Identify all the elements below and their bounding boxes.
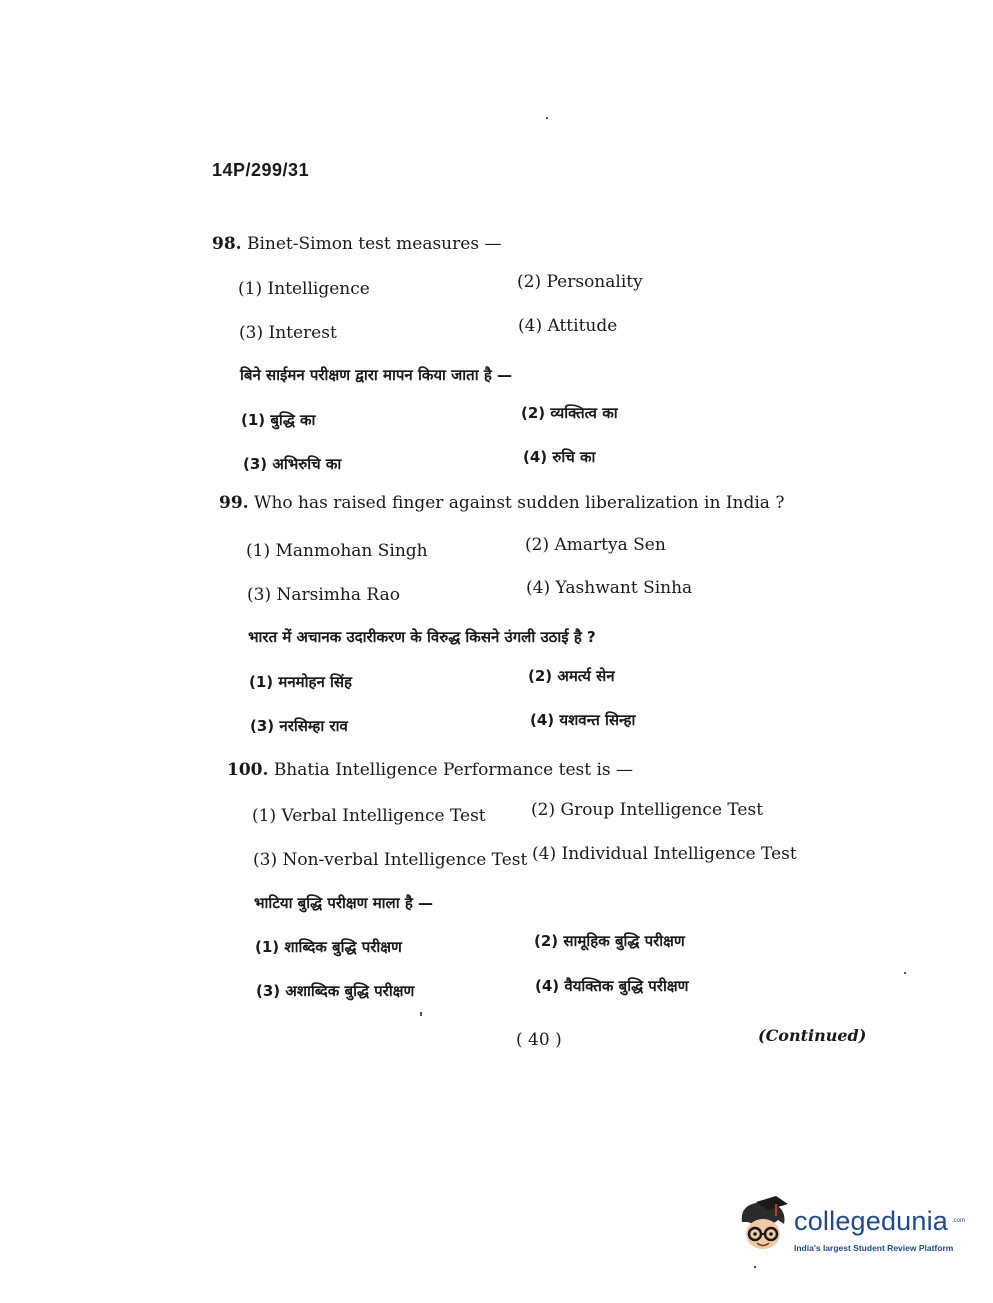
option-en: (4) Yashwant Sinha <box>526 578 693 598</box>
scan-speck <box>420 1012 422 1016</box>
option-en: (1) Intelligence <box>238 279 370 299</box>
student-mascot-icon <box>736 1196 792 1256</box>
question-99 <box>219 493 784 513</box>
question-98 <box>212 234 501 254</box>
question-number: 100. <box>227 760 269 780</box>
option-en: (2) Personality <box>517 272 643 292</box>
scan-speck <box>546 117 548 119</box>
paper-code: 14P/299/31 <box>212 160 310 180</box>
option-hi: (3) अशाब्दिक बुद्धि परीक्षण <box>256 982 415 1000</box>
option-hi: (1) बुद्धि का <box>241 411 316 429</box>
option-en: (3) Interest <box>239 323 337 343</box>
option-en: (2) Amartya Sen <box>525 535 666 555</box>
option-en: (4) Attitude <box>518 316 618 336</box>
question-text-hi: भारत में अचानक उदारीकरण के विरुद्ध किसने उंगली उठाई है ? <box>248 628 596 646</box>
question-number: 98. <box>212 234 242 254</box>
option-hi: (4) रुचि का <box>523 448 596 466</box>
option-hi: (3) अभिरुचि का <box>243 455 342 473</box>
option-hi: (4) वैयक्तिक बुद्धि परीक्षण <box>535 977 689 995</box>
option-hi: (1) मनमोहन सिंह <box>249 673 353 691</box>
option-hi: (1) शाब्दिक बुद्धि परीक्षण <box>255 938 402 956</box>
question-text-hi: बिने साईमन परीक्षण द्वारा मापन किया जाता है — <box>240 366 513 384</box>
brand-name: collegedunia <box>794 1206 949 1236</box>
question-number: 99. <box>219 493 249 513</box>
option-en: (3) Non-verbal Intelligence Test <box>253 850 528 870</box>
question-text-en: Binet-Simon test measures — <box>246 234 502 254</box>
scan-speck <box>904 972 906 974</box>
page-number: ( 40 ) <box>516 1030 562 1050</box>
option-hi: (4) यशवन्त सिन्हा <box>530 711 636 729</box>
scan-speck <box>754 1266 756 1268</box>
option-hi: (2) सामूहिक बुद्धि परीक्षण <box>534 932 685 950</box>
brand-suffix: .com <box>952 1218 966 1224</box>
brand-tagline: India's largest Student Review Platform <box>794 1243 954 1253</box>
option-hi: (3) नरसिम्हा राव <box>250 717 348 735</box>
option-en: (1) Verbal Intelligence Test <box>252 806 486 826</box>
option-en: (4) Individual Intelligence Test <box>532 844 797 864</box>
option-hi: (2) व्यक्तित्व का <box>521 404 618 422</box>
question-text-en: Bhatia Intelligence Performance test is — <box>273 760 634 780</box>
question-100 <box>227 760 633 780</box>
option-en: (2) Group Intelligence Test <box>531 800 764 820</box>
option-en: (1) Manmohan Singh <box>246 541 428 561</box>
question-text-hi: भाटिया बुद्धि परीक्षण माला है — <box>254 894 434 912</box>
question-text-en: Who has raised finger against sudden liberalization in India ? <box>253 493 785 513</box>
option-en: (3) Narsimha Rao <box>247 585 400 605</box>
continued-label: (Continued) <box>758 1026 867 1045</box>
option-hi: (2) अमर्त्य सेन <box>528 667 615 685</box>
collegedunia-watermark <box>736 1196 966 1260</box>
